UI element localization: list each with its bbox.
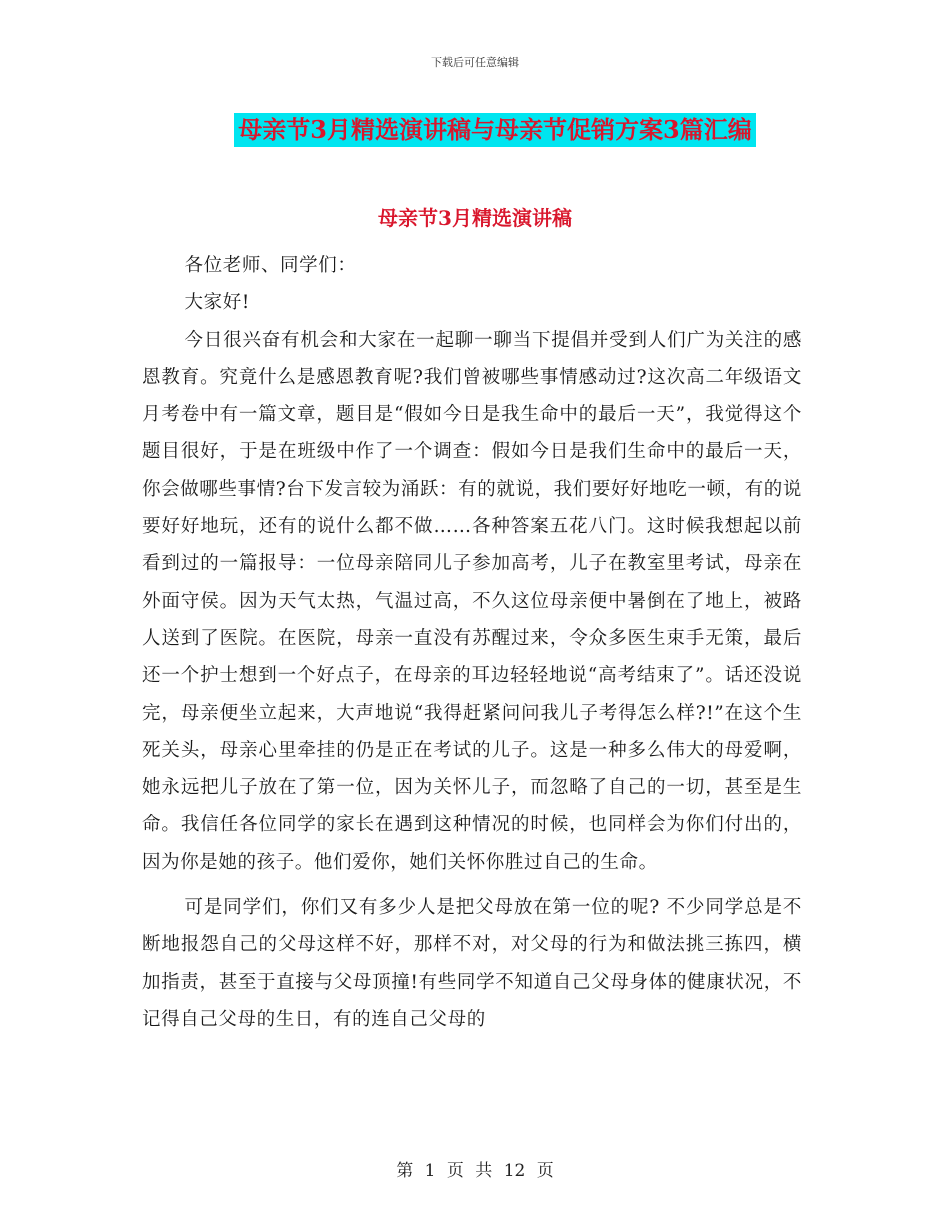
main-title-container	[0, 113, 950, 147]
paragraph-body-2: 可是同学们，你们又有多少人是把父母放在第一位的呢? 不少同学总是不断地报怨自己的父母这样不好，那样不对，对父母的行为和做法挑三拣四，横加指责，甚至于直接与父母顶撞!有些同学不知道自己父母身体的健康状况，不记得自己父母的生日，有的连自己父母的	[142, 897, 802, 1030]
main-title: 母亲节3月精选演讲稿与母亲节促销方案3篇汇编	[234, 113, 755, 147]
page-footer: 第 1 页 共 12 页	[396, 1161, 554, 1181]
paragraph-body-1: 今日很兴奋有机会和大家在一起聊一聊当下提倡并受到人们广为关注的感恩教育。究竟什么是感恩教育呢?我们曾被哪些事情感动过?这次高二年级语文月考卷中有一篇文章，题目是“假如今日是我生命中的最后一天”，我觉得这个题目很好，于是在班级中作了一个调查：假如今日是我们生命中的最后一天，你会做哪些事情?台下发言较为涌跃：有的就说，我们要好好地吃一顿，有的说要好好地玩，还有的说什么都不做……各种答案五花八门。这时候我想起以前看到过的一篇报导：一位母亲陪同儿子参加高考，儿子在教室里考试，母亲在外面守侯。因为天气太热，气温过高，不久这位母亲便中暑倒在了地上，被路人送到了医院。在医院，母亲一直没有苏醒过来，令众多医生束手无策，最后还一个护士想到一个好点子，在母亲的耳边轻轻地说“高考结束了”。话还没说完，母亲便坐立起来，大声地说“我得赶紧问问我儿子考得怎么样?!”在这个生死关头，母亲心里牵挂的仍是正在考试的儿子。这是一种多么伟大的母爱啊，她永远把儿子放在了第一位，因为关怀儿子，而忽略了自己的一切，甚至是生命。我信任各位同学的家长在遇到这种情况的时候，也同样会为你们付出的，因为你是她的孩子。他们爱你，她们关怀你胜过自己的生命。	[142, 329, 802, 873]
header-note: 下载后可任意编辑	[431, 56, 519, 69]
section-title: 母亲节3月精选演讲稿	[378, 206, 572, 230]
document-body	[142, 247, 802, 1038]
paragraph-salutation: 各位老师、同学们：	[184, 255, 357, 276]
paragraph-greeting: 大家好!	[184, 292, 250, 314]
